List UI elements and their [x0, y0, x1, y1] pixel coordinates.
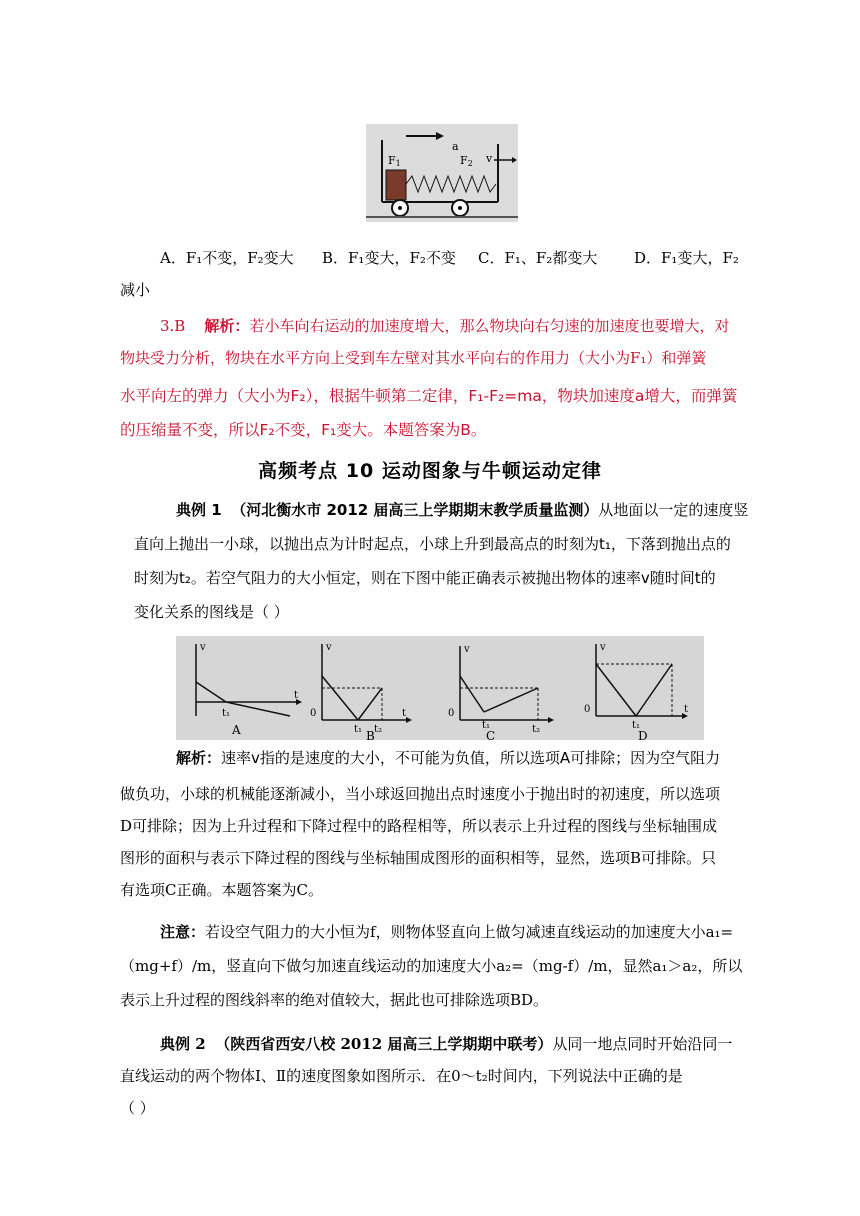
example2-source: （陕西省西安八校 2012 届高三上学期期中联考） [215, 1035, 553, 1053]
vt-graphs-figure [176, 636, 704, 740]
svg-text:t₂: t₂ [374, 724, 383, 735]
example2-line1: 典例 2 （陕西省西安八校 2012 届高三上学期期中联考）从同一地点同时开始沿同一 [160, 1035, 733, 1053]
section-title: 高频考点 10 运动图象与牛顿运动定律 [258, 460, 602, 482]
svg-text:t₂: t₂ [532, 724, 541, 735]
svg-text:t: t [684, 704, 689, 715]
accel-label: a [452, 140, 459, 153]
note-label: 注意： [160, 923, 206, 941]
svg-text:0: 0 [448, 708, 455, 719]
analysis1-line3: D可排除；因为上升过程和下降过程中的路程相等，所以表示上升过程的图线与坐标轴围成 [120, 817, 718, 835]
example1-source: （河北衡水市 2012 届高三上学期期末教学质量监测） [231, 501, 599, 519]
svg-text:v: v [600, 642, 606, 653]
svg-text:t: t [294, 690, 299, 701]
graph-a-label: A [232, 723, 241, 737]
f1-label: F [388, 154, 396, 167]
answer-q3-line2: 物块受力分析，物块在水平方向上受到车左壁对其水平向右的作用力（大小为F₁）和弹簧 [120, 349, 707, 367]
example2-label: 典例 2 [160, 1035, 206, 1053]
svg-text:v: v [200, 642, 206, 653]
graph-c-label: C [486, 729, 496, 740]
svg-text:t₁: t₁ [632, 720, 641, 731]
answer-q3-line4: 的压缩量不变，所以F₂不变，F₁变大。本题答案为B。 [120, 421, 487, 439]
option-a: A．F₁不变，F₂变大 [160, 249, 294, 267]
option-c: C．F₁、F₂都变大 [478, 249, 598, 267]
svg-text:F1: F1 [388, 154, 401, 168]
svg-text:v: v [326, 642, 332, 653]
example1-line2: 直向上抛出一小球，以抛出点为计时起点，小球上升到最高点的时刻为t₁，下落到抛出点的 [134, 535, 731, 553]
note-line2: （mg+f）/m，竖直向下做匀加速直线运动的加速度大小a₂=（mg-f）/m，显然a₁＞a₂，所以 [120, 957, 743, 975]
answer-label: 解析： [204, 317, 250, 335]
option-d-cont: 减小 [120, 281, 151, 299]
graph-b-label: B [366, 729, 375, 740]
cart-figure [366, 124, 518, 222]
answer-q3-line1: 3.B 解析：若小车向右运动的加速度增大，那么物块向右匀速的加速度也要增大，对 [160, 317, 730, 335]
svg-text:t₁: t₁ [354, 724, 363, 735]
svg-text:F2: F2 [460, 154, 473, 168]
svg-text:t₁: t₁ [482, 720, 491, 731]
analysis1-label: 解析： [176, 749, 222, 767]
example2-line3: （ ） [120, 1099, 155, 1117]
note-line1: 注意：若设空气阻力的大小恒为f，则物体竖直向上做匀减速直线运动的加速度大小a₁= [160, 923, 734, 941]
analysis1-line5: 有选项C正确。本题答案为C。 [120, 881, 323, 899]
svg-text:0: 0 [310, 708, 317, 719]
cart-diagram [366, 124, 518, 222]
svg-text:t₁: t₁ [222, 708, 231, 719]
example2-line2: 直线运动的两个物体Ⅰ、Ⅱ的速度图象如图所示．在0～t₂时间内，下列说法中正确的是 [120, 1067, 683, 1085]
svg-text:t: t [402, 708, 407, 719]
vt-graphs [176, 636, 704, 740]
answer-q3-line3: 水平向左的弹力（大小为F₂），根据牛顿第二定律，F₁-F₂=ma，物块加速度a增大，而弹簧 [120, 387, 738, 405]
analysis1-line4: 图形的面积与表示下降过程的图线与坐标轴围成图形的面积相等，显然，选项B可排除。只 [120, 849, 717, 867]
option-b: B．F₁变大，F₂不变 [322, 249, 456, 267]
answer-number: 3.B [160, 317, 186, 335]
example1-line3: 时刻为t₂。若空气阻力的大小恒定，则在下图中能正确表示被抛出物体的速率v随时间t的 [134, 569, 716, 587]
f2-label: F [460, 154, 468, 167]
example1-line4: 变化关系的图线是（ ） [134, 603, 289, 621]
example1-line1: 典例 1 （河北衡水市 2012 届高三上学期期末教学质量监测）从地面以一定的速度竖 [176, 501, 749, 519]
velocity-label: v [486, 152, 493, 165]
graph-d-label: D [638, 729, 648, 740]
svg-text:v: v [464, 644, 470, 655]
note-line3: 表示上升过程的图线斜率的绝对值较大，据此也可排除选项BD。 [120, 991, 549, 1009]
option-d: D．F₁变大，F₂ [634, 249, 739, 267]
example1-label: 典例 1 [176, 501, 222, 519]
analysis1-line2: 做负功，小球的机械能逐渐减小，当小球返回抛出点时速度小于抛出时的初速度，所以选项 [120, 785, 721, 803]
analysis1-line1: 解析：速率v指的是速度的大小，不可能为负值，所以选项A可排除；因为空气阻力 [176, 749, 721, 767]
svg-text:0: 0 [584, 704, 591, 715]
